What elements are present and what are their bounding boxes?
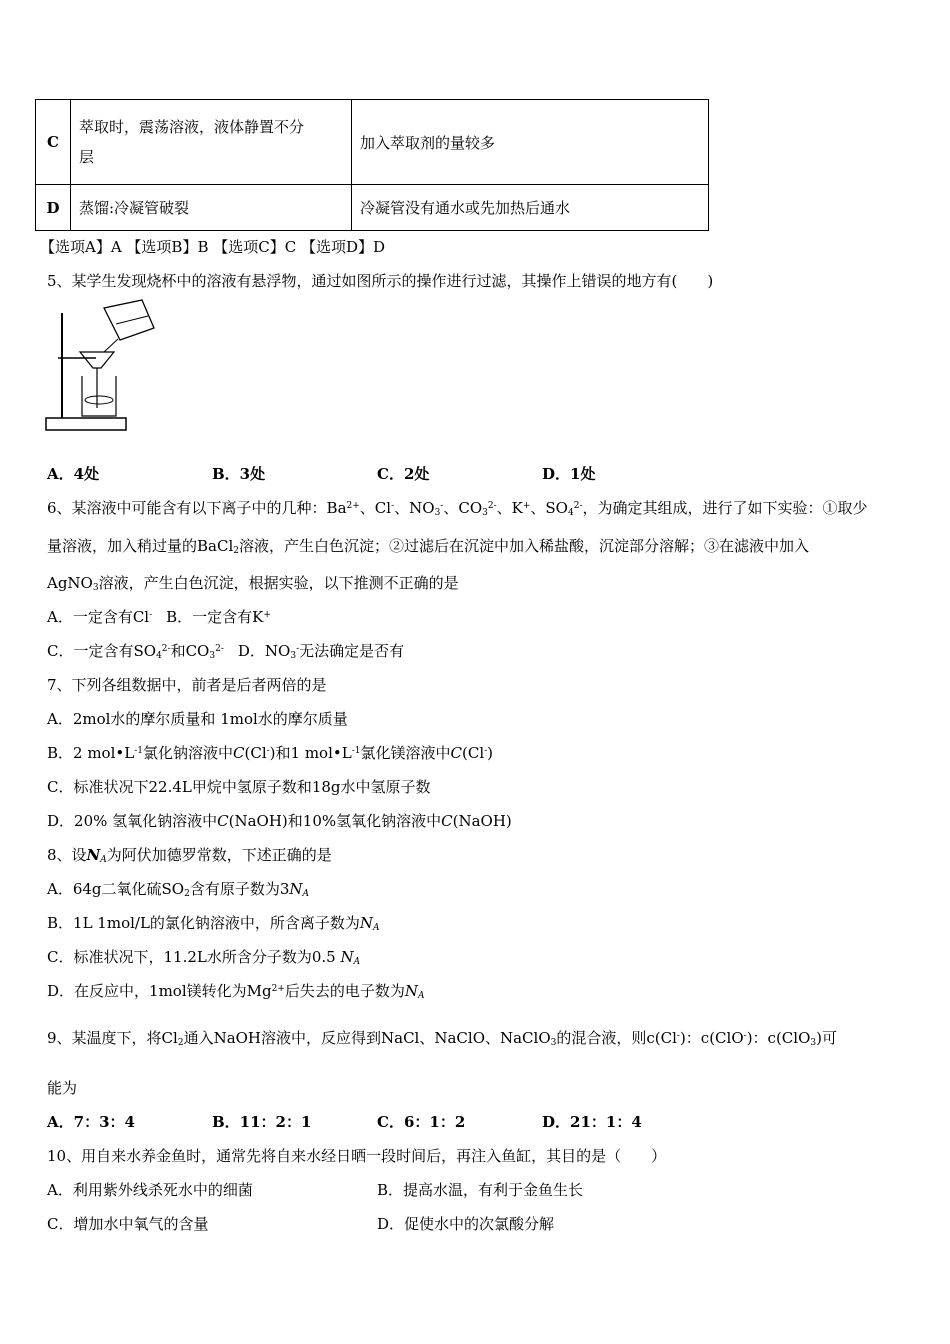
q6-stem-line3: AgNO$_3$溶液，产生白色沉淀，根据实验，以下推测不正确的是 — [47, 574, 459, 593]
q6-options-ab — [47, 606, 271, 627]
row-description: 蒸馏:冷凝管破裂 — [71, 185, 352, 231]
q6-stem-line1: 6、某溶液中可能含有以下离子中的几种：$Ba^{2+}$、Cl-、$NO_3^-$、$CO_3^{2-}$、K+、$SO_4^{2-}$，为确定其组成，进行了如下实验：①取少 — [47, 499, 868, 518]
q9-option-b: B．11：2：1 — [212, 1113, 312, 1131]
row-letter: D — [36, 185, 71, 231]
row-reason: 冷凝管没有通水或先加热后通水 — [352, 185, 709, 231]
q5-option-c: C．2处 — [377, 465, 430, 483]
table-row — [36, 185, 709, 231]
q6-option-a: A．一定含有Cl- — [47, 608, 153, 626]
q5-option-b: B．3处 — [212, 465, 266, 483]
q7-option-d: D．20% 氢氧化钠溶液中C(NaOH)和10%氢氧化钠溶液中C(NaOH) — [47, 812, 512, 830]
q7-option-c: C．标准状况下22.4L甲烷中氢原子数和18g水中氢原子数 — [47, 778, 431, 796]
options-table — [35, 99, 709, 231]
q9-stem-line1: 9、某温度下，将$Cl_2$通入NaOH溶液中，反应得到NaCl、NaClO、NaClO$_3$的混合液，则c(Cl-)：c(ClO-)：c(ClO$_3$)可 — [47, 1029, 837, 1048]
row-description-line: 萃取时，震荡溶液，液体静置不分 — [79, 118, 305, 136]
q10-stem: 10、用自来水养金鱼时，通常先将自来水经日晒一段时间后，再注入鱼缸，其目的是（ ） — [47, 1147, 667, 1165]
q8-option-d: D．在反应中，1mol镁转化为$Mg^{2+}$后失去的电子数为$N_A$ — [47, 982, 425, 1001]
q7-option-a: A．2mol水的摩尔质量和 1mol水的摩尔质量 — [47, 710, 348, 728]
q8-stem: 8、设$N_A$为阿伏加德罗常数，下述正确的是 — [47, 846, 332, 865]
q10-option-c: C．增加水中氧气的含量 — [47, 1215, 209, 1233]
filtration-apparatus-figure — [44, 298, 160, 434]
q5-stem: 5、某学生发现烧杯中的溶液有悬浮物，通过如图所示的操作进行过滤，其操作上错误的地方有( ) — [47, 272, 714, 290]
q9-option-a: A．7：3：4 — [47, 1113, 135, 1131]
q10-option-a: A．利用紫外线杀死水中的细菌 — [47, 1181, 253, 1199]
q7-stem: 7、下列各组数据中，前者是后者两倍的是 — [47, 676, 327, 694]
q6-option-b: B．一定含有K+ — [166, 608, 271, 626]
q6-option-d: D．$NO_3^-$无法确定是否有 — [237, 642, 405, 661]
q9-option-c: C．6：1：2 — [377, 1113, 466, 1131]
row-description-line: 层 — [79, 148, 95, 166]
q6-options-cd — [47, 640, 404, 661]
row-letter: C — [36, 100, 71, 185]
q6-option-c: C．一定含有$SO_4^{2-}$和$CO_3^{2-}$ — [47, 642, 224, 661]
q7-option-b: B．2 $mol•L^{-1}$氯化钠溶液中C(Cl-)和1 $mol•L^{-1}$氯化镁溶液中C(Cl-) — [47, 744, 494, 762]
q8-option-c: C．标准状况下，11.2L水所含分子数为0.5 $N_A$ — [47, 948, 361, 967]
row-reason: 加入萃取剂的量较多 — [352, 100, 709, 185]
q6-stem-line2: 量溶液，加入稍过量的BaCl$_2$溶液，产生白色沉淀；②过滤后在沉淀中加入稀盐酸，沉淀部分溶解；③在滤液中加入 — [47, 537, 809, 556]
q8-option-b: B．1L 1mol/L的氯化钠溶液中，所含离子数为$N_A$ — [47, 914, 380, 933]
q5-option-d: D．1处 — [542, 465, 596, 483]
q8-option-a: A．64g二氧化硫$SO_2$含有原子数为$3N_A$ — [47, 880, 310, 899]
q5-option-a: A．4处 — [47, 465, 100, 483]
q9-option-d: D．21：1：4 — [542, 1113, 642, 1131]
q9-stem-line2: 能为 — [47, 1079, 78, 1097]
table-row — [36, 100, 709, 185]
row-description — [71, 100, 352, 185]
q4-options: 【选项A】A 【选项B】B 【选项C】C 【选项D】D — [40, 238, 386, 256]
q10-option-d: D．促使水中的次氯酸分解 — [377, 1215, 555, 1233]
q10-option-b: B．提高水温，有利于金鱼生长 — [377, 1181, 584, 1199]
